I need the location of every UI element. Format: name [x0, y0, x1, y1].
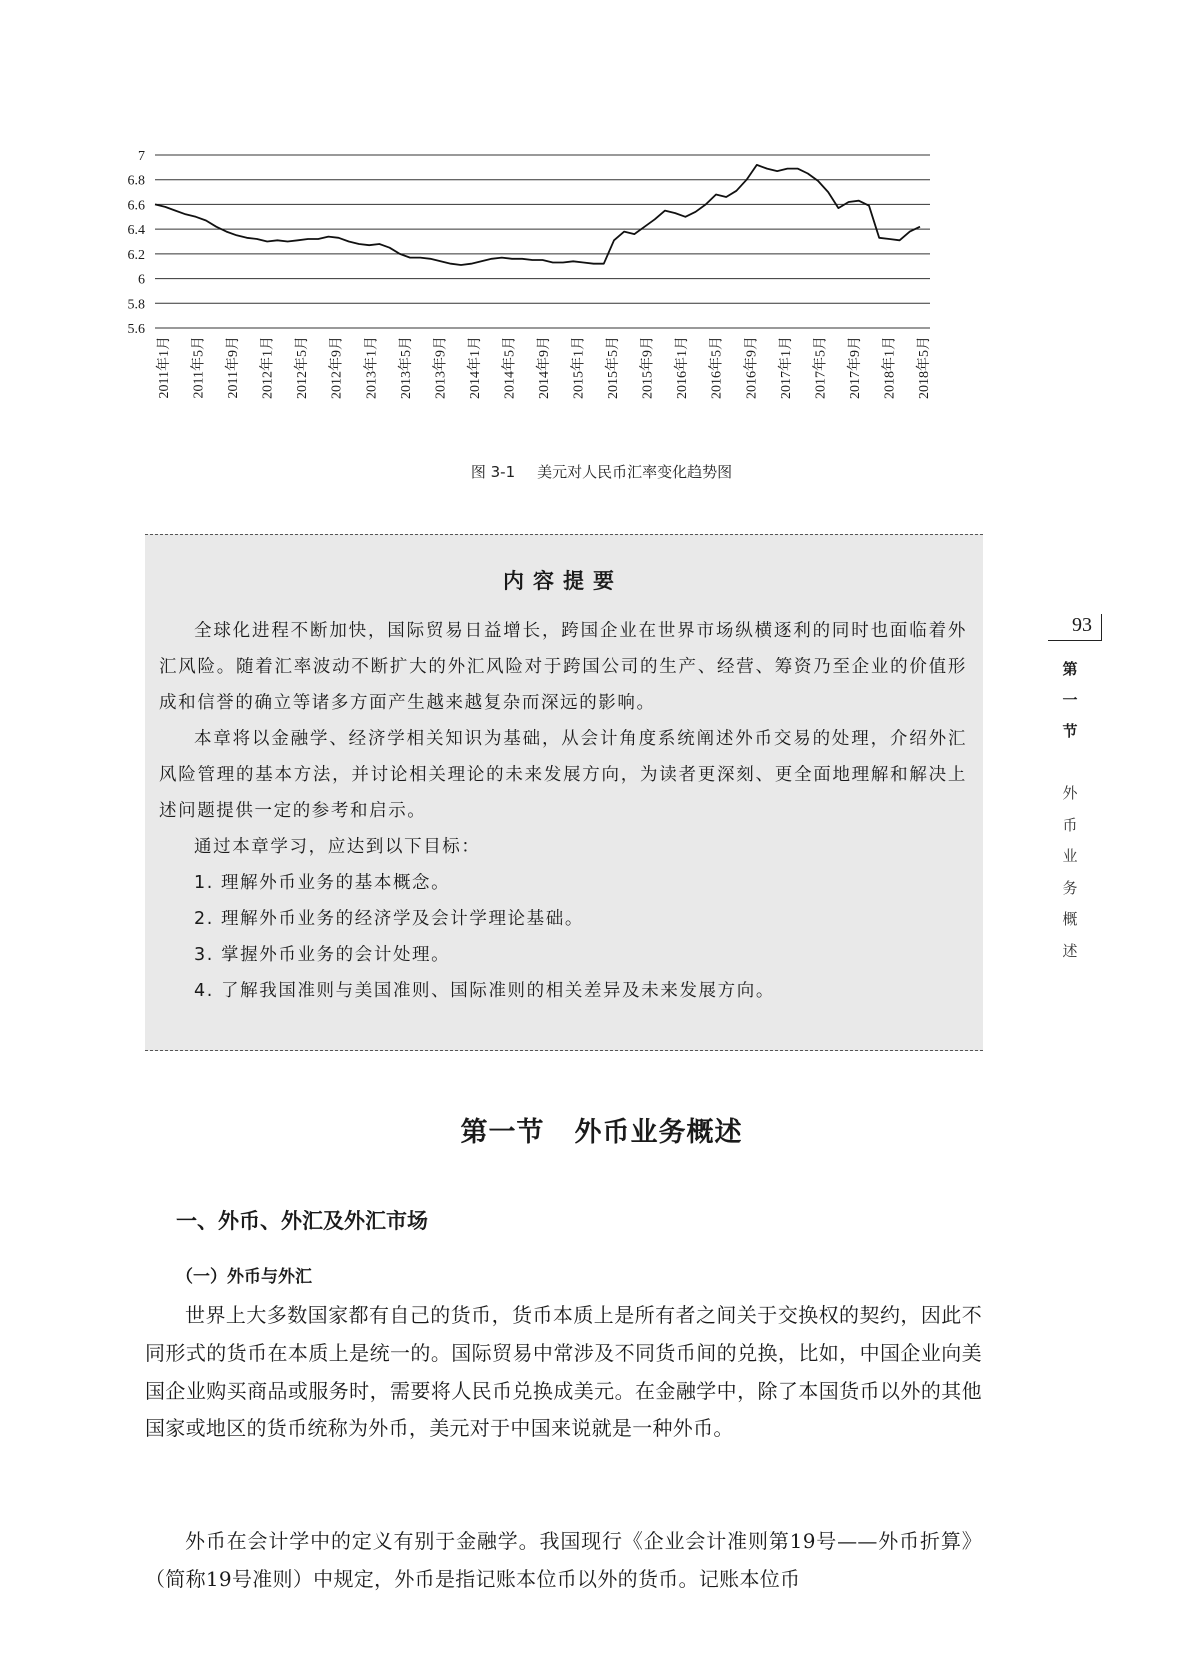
- summary-paragraph: 全球化进程不断加快，国际贸易日益增长，跨国企业在世界市场纵横逐利的同时也面临着外汇风险。随着汇率波动不断扩大的外汇风险对于跨国公司的生产、经营、筹资乃至企业的价值形成和信誉的确立等诸多方面产生越来越复杂而深远的影响。: [159, 621, 967, 713]
- page-number-rule: [1101, 614, 1102, 640]
- x-tick-label: 2017年9月: [847, 336, 863, 399]
- section-title: [0, 1110, 1203, 1149]
- x-tick-label: 2012年9月: [329, 336, 345, 399]
- page-number-underline: [1048, 640, 1102, 641]
- figure-caption-text: 美元对人民币汇率变化趋势图: [537, 463, 733, 481]
- y-tick-label: 6.4: [127, 223, 145, 239]
- x-tick-label: 2014年9月: [537, 336, 552, 399]
- x-tick-label: 2015年9月: [640, 336, 656, 399]
- exchange-rate-chart: [125, 150, 995, 450]
- x-tick-label: 2014年5月: [502, 336, 518, 399]
- heading-level-3: （一）外币与外汇: [176, 1267, 312, 1287]
- x-tick-label: 2016年5月: [709, 336, 725, 399]
- x-tick-label: 2017年5月: [813, 336, 829, 399]
- figure-number: 图 3-1: [470, 463, 516, 481]
- x-tick-label: 2016年9月: [744, 336, 760, 399]
- figure-caption: [0, 461, 1203, 482]
- y-tick-label: 7: [138, 150, 145, 164]
- side-title-char: 务: [1062, 878, 1078, 897]
- side-title-char: 概: [1062, 910, 1078, 928]
- x-tick-label: 2012年1月: [260, 336, 276, 399]
- side-chapter-label: [1058, 654, 1082, 747]
- x-tick-label: 2018年5月: [917, 336, 932, 399]
- body-paragraph: 世界上大多数国家都有自己的货币，货币本质上是所有者之间关于交换权的契约，因此不同形式的货币在本质上是统一的。国际贸易中常涉及不同货币间的兑换，比如，中国企业向美国企业购买商品或服务时，需要将人民币兑换成美元。在金融学中，除了本国货币以外的其他国家或地区的货币统称为外币，美元对于中国来说就是一种外币。: [145, 1303, 982, 1441]
- side-title-char: 业: [1062, 847, 1078, 865]
- summary-title: 内容提要: [503, 569, 623, 593]
- summary-goal: 1. 理解外币业务的基本概念。: [194, 873, 451, 893]
- x-tick-label: 2011年5月: [191, 336, 207, 399]
- y-tick-label: 6.8: [127, 173, 145, 189]
- page-number-block: [1046, 614, 1102, 644]
- x-tick-label: 2014年1月: [467, 336, 483, 399]
- summary-paragraph: 本章将以金融学、经济学相关知识为基础，从会计角度系统阐述外币交易的处理，介绍外汇风险管理的基本方法，并讨论相关理论的未来发展方向，为读者更深刻、更全面地理解和解决上述问题提供一定的参考和启示。: [159, 729, 967, 821]
- summary-box: [145, 534, 983, 1051]
- y-tick-label: 5.6: [127, 322, 145, 337]
- body-paragraph: 外币在会计学中的定义有别于金融学。我国现行《企业会计准则第19号——外币折算》（简称19号准则）中规定，外币是指记账本位币以外的货币。记账本位币: [145, 1529, 982, 1591]
- x-tick-label: 2013年9月: [433, 336, 449, 399]
- side-chapter-char: 节: [1062, 722, 1078, 740]
- summary-goal: 4. 了解我国准则与美国准则、国际准则的相关差异及未来发展方向。: [194, 981, 775, 1001]
- summary-paragraph: 通过本章学习，应达到以下目标：: [194, 837, 481, 857]
- side-title-char: 外: [1062, 784, 1078, 802]
- x-tick-label: 2016年1月: [675, 336, 691, 399]
- x-tick-label: 2017年1月: [778, 336, 794, 399]
- x-tick-label: 2012年5月: [295, 336, 311, 399]
- chart-svg: [125, 150, 995, 450]
- x-tick-label: 2011年9月: [226, 336, 242, 399]
- x-tick-label: 2018年1月: [882, 336, 898, 399]
- x-tick-label: 2013年5月: [398, 336, 414, 399]
- side-title-char: 币: [1062, 815, 1078, 834]
- x-tick-label: 2015年5月: [606, 336, 622, 400]
- y-tick-label: 6: [138, 272, 145, 288]
- page-number: 93: [1072, 614, 1092, 636]
- side-title-char: 述: [1062, 941, 1078, 960]
- section-number: 第一节: [460, 1117, 545, 1148]
- y-tick-label: 5.8: [127, 297, 145, 313]
- y-tick-label: 6.2: [127, 247, 145, 263]
- x-tick-label: 2011年1月: [157, 336, 172, 399]
- summary-goal: 2. 理解外币业务的经济学及会计学理论基础。: [194, 909, 584, 929]
- x-tick-label: 2015年1月: [571, 335, 587, 399]
- side-chapter-char: 一: [1062, 691, 1078, 709]
- y-tick-label: 6.6: [127, 198, 145, 214]
- heading-level-2: 一、外币、外汇及外汇市场: [176, 1209, 428, 1233]
- summary-goal: 3. 掌握外币业务的会计处理。: [194, 945, 451, 965]
- x-tick-label: 2013年1月: [364, 336, 380, 399]
- side-section-title: [1058, 778, 1082, 967]
- section-title-text: 外币业务概述: [574, 1117, 743, 1148]
- side-chapter-char: 第: [1062, 660, 1078, 678]
